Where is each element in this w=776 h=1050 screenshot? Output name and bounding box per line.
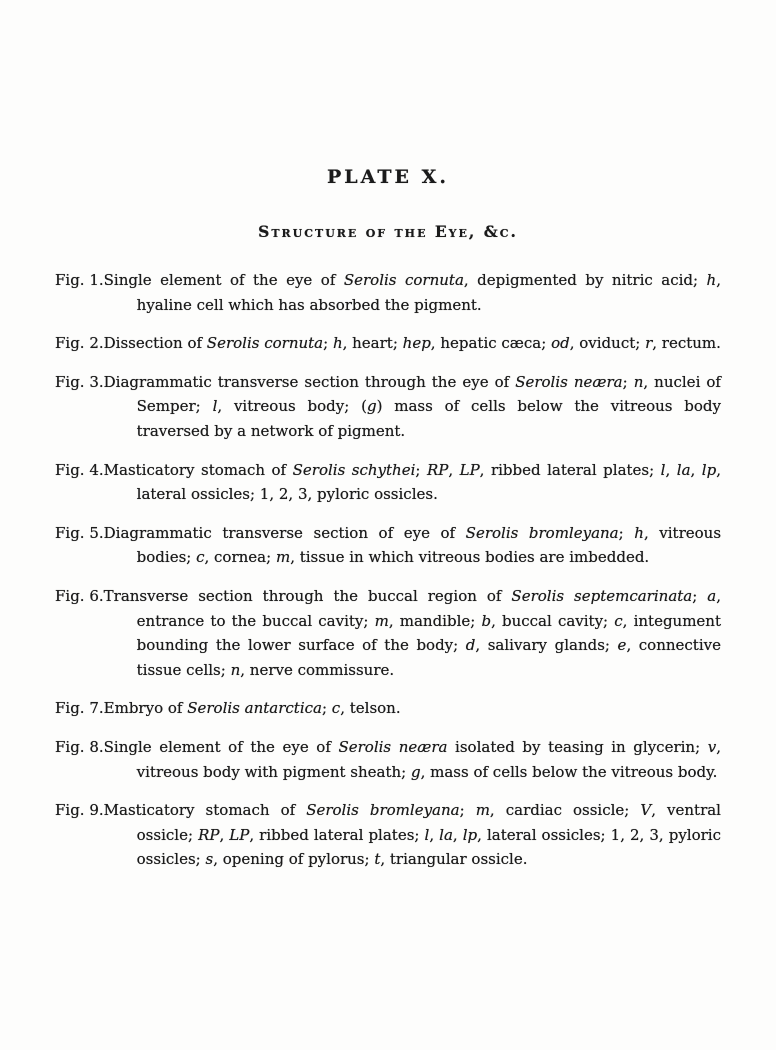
caption-italic-term: Serolis cornuta: [206, 334, 324, 353]
caption-italic-term: Serolis neæra: [338, 737, 448, 756]
caption-text: , triangular ossicle.: [380, 850, 528, 869]
caption-text: ) mass of cells below the vitreous body traversed by a network of pigment.: [136, 397, 721, 440]
caption-italic-term: c: [331, 699, 341, 718]
caption-italic-term: n: [633, 372, 644, 391]
caption-italic-term: h: [706, 271, 717, 289]
caption-text: Single element of the eye of: [103, 737, 339, 756]
caption-italic-term: l: [212, 397, 218, 416]
figure-entry: [55, 370, 721, 444]
caption-text: , nerve commissure.: [240, 660, 395, 679]
figure-entry: [55, 331, 721, 356]
caption-text: , cardiac ossicle;: [489, 801, 641, 820]
figure-caption: [104, 458, 721, 507]
caption-italic-term: b: [481, 611, 492, 630]
figure-label: Fig. 4.: [55, 460, 104, 479]
caption-italic-term: V: [640, 801, 652, 820]
caption-text: , vitreous body; (: [217, 397, 367, 416]
caption-italic-term: l: [660, 460, 666, 479]
caption-text: ,: [690, 460, 702, 479]
caption-italic-term: v: [707, 737, 717, 756]
figure-entry: [55, 798, 721, 872]
caption-text: , opening of pylorus;: [213, 850, 375, 869]
caption-text: Masticatory stomach of: [103, 460, 293, 479]
caption-italic-term: g: [366, 397, 377, 416]
caption-text: Masticatory stomach of: [103, 801, 307, 820]
caption-italic-term: RP: [426, 460, 449, 479]
caption-text: , entrance to the buccal cavity;: [136, 586, 721, 630]
caption-italic-term: e: [617, 636, 627, 655]
figure-caption: [104, 521, 721, 570]
caption-text: , oviduct;: [569, 334, 646, 353]
caption-italic-term: l: [424, 825, 430, 844]
caption-text: , tissue in which vitreous bodies are imbedded.: [290, 548, 650, 567]
caption-italic-term: m: [374, 611, 389, 630]
figure-entry: [55, 735, 721, 784]
caption-text: , cornea;: [204, 548, 276, 567]
caption-italic-term: d: [465, 636, 476, 655]
figure-list: [55, 268, 721, 872]
caption-italic-term: Serolis schythei: [292, 460, 416, 479]
caption-text: , vitreous body with pigment sheath;: [136, 737, 721, 781]
figure-label: Fig. 9.: [55, 801, 104, 820]
caption-text: , depigmented by nitric acid;: [463, 271, 707, 289]
figure-label: Fig. 3.: [55, 372, 104, 391]
figure-label: Fig. 6.: [55, 586, 104, 605]
caption-italic-term: Serolis cornuta: [343, 271, 464, 289]
caption-text: isolated by teasing in glycerin;: [447, 737, 708, 756]
caption-italic-term: lp: [701, 460, 717, 479]
caption-text: , nuclei of Semper;: [136, 372, 721, 416]
caption-text: , connective tissue cells;: [136, 636, 721, 679]
caption-text: , lateral ossicles; 1, 2, 3, pyloric ossicles.: [136, 460, 721, 504]
figure-entry: [55, 521, 721, 570]
caption-text: Dissection of: [103, 334, 207, 353]
figure-label: Fig. 5.: [55, 523, 104, 542]
caption-italic-term: g: [410, 762, 421, 781]
caption-text: , vitreous bodies;: [136, 523, 722, 567]
caption-text: , mandible;: [388, 611, 482, 630]
figure-entry: [55, 584, 721, 682]
caption-italic-term: n: [230, 660, 241, 679]
caption-text: Diagrammatic transverse section of eye of: [103, 523, 466, 542]
caption-italic-term: t: [374, 850, 381, 869]
caption-text: Transverse section through the buccal region of: [103, 586, 512, 605]
caption-text: ;: [459, 801, 476, 820]
caption-text: , integument bounding the lower surface of the body;: [136, 611, 721, 655]
caption-text: ;: [323, 334, 333, 353]
caption-text: , hyaline cell which has absorbed the pigment.: [136, 271, 721, 314]
caption-italic-term: m: [475, 801, 490, 820]
caption-text: ,: [665, 460, 677, 479]
caption-text: ;: [415, 460, 427, 479]
figure-caption: [104, 584, 721, 682]
caption-text: ;: [622, 372, 634, 391]
caption-italic-term: hep: [402, 334, 431, 353]
figure-caption: [104, 331, 721, 356]
caption-italic-term: s: [205, 850, 214, 869]
caption-italic-term: m: [275, 548, 291, 567]
figure-entry: [55, 268, 721, 317]
figure-caption: [104, 268, 721, 317]
caption-italic-term: Serolis neæra: [515, 372, 623, 391]
figure-label: Fig. 8.: [55, 737, 104, 756]
caption-italic-term: lp: [462, 825, 478, 844]
caption-italic-term: LP: [229, 825, 250, 844]
caption-italic-term: RP: [198, 825, 220, 844]
caption-italic-term: Serolis bromleyana: [465, 523, 619, 542]
figure-label: Fig. 7.: [55, 699, 104, 718]
caption-italic-term: h: [332, 334, 343, 353]
caption-italic-term: la: [676, 460, 691, 479]
caption-italic-term: a: [707, 586, 717, 605]
caption-italic-term: LP: [459, 460, 480, 479]
caption-text: Diagrammatic transverse section through the eye of: [103, 372, 516, 391]
caption-italic-term: od: [551, 334, 570, 353]
caption-text: Embryo of: [103, 699, 188, 718]
caption-italic-term: Serolis septemcarinata: [511, 586, 693, 605]
caption-text: , rectum.: [652, 334, 721, 353]
caption-italic-term: la: [439, 825, 453, 844]
caption-text: , telson.: [340, 699, 401, 718]
plate-subtitle: Structure of the Eye, &c.: [258, 222, 518, 241]
caption-text: ,: [452, 825, 463, 844]
caption-text: , heart;: [342, 334, 403, 353]
figure-caption: [104, 696, 721, 721]
caption-text: , buccal cavity;: [491, 611, 615, 630]
caption-text: , mass of cells below the vitreous body.: [420, 762, 718, 781]
caption-text: ;: [618, 523, 635, 542]
caption-text: , ribbed lateral plates;: [479, 460, 661, 479]
caption-text: ,: [219, 825, 230, 844]
figure-entry: [55, 458, 721, 507]
plate-title: PLATE X.: [327, 166, 449, 188]
figure-caption: [104, 798, 721, 872]
caption-text: ;: [321, 699, 332, 718]
caption-italic-term: c: [614, 611, 623, 630]
caption-italic-term: c: [196, 548, 205, 567]
figure-caption: [104, 370, 721, 444]
caption-text: ,: [429, 825, 440, 844]
figure-label: Fig. 2.: [55, 334, 104, 353]
figure-caption: [104, 735, 721, 784]
caption-italic-term: Serolis antarctica: [187, 699, 322, 718]
caption-text: , salivary glands;: [475, 636, 618, 655]
caption-text: ;: [692, 586, 708, 605]
caption-italic-term: h: [634, 523, 644, 542]
caption-text: , hepatic cæca;: [430, 334, 552, 353]
caption-text: , ribbed lateral plates;: [249, 825, 425, 844]
caption-italic-term: Serolis bromleyana: [306, 801, 460, 820]
caption-text: Single element of the eye of: [103, 271, 344, 289]
figure-label: Fig. 1.: [55, 271, 104, 289]
caption-text: , ventral ossicle;: [136, 801, 721, 844]
caption-text: , lateral ossicles; 1, 2, 3, pyloric ossicles;: [136, 825, 722, 869]
figure-entry: [55, 696, 721, 721]
caption-text: ,: [448, 460, 460, 479]
caption-italic-term: r: [645, 334, 653, 353]
